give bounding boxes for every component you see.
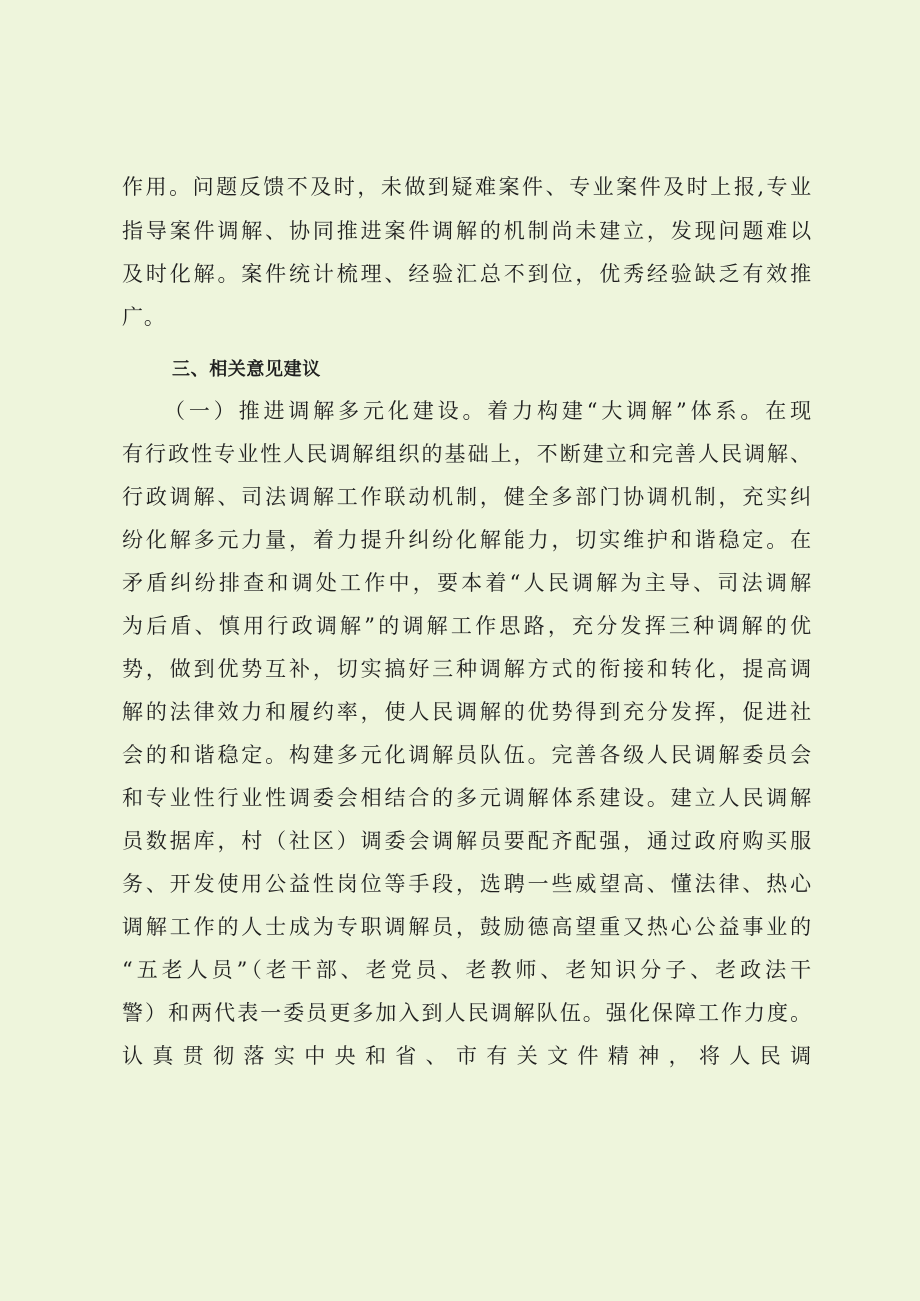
paragraph-line: 会的和谐稳定。构建多元化调解员队伍。完善各级人民调解委员会 (122, 743, 812, 767)
paragraph-line: 为后盾、慎用行政调解”的调解工作思路，充分发挥三种调解的优 (122, 614, 812, 638)
paragraph-line: 势，做到优势互补，切实搞好三种调解方式的衔接和转化，提高调 (122, 657, 812, 681)
paragraph-line: 务、开发使用公益性岗位等手段，选聘一些威望高、懂法律、热心 (122, 872, 812, 896)
paragraph-line: 调解工作的人士成为专职调解员，鼓励德高望重又热心公益事业的 (122, 915, 812, 939)
paragraph-line: 认真贯彻落实中央和省、市有关文件精神，将人民调 (122, 1044, 812, 1068)
paragraph-line: “五老人员”（老干部、老党员、老教师、老知识分子、老政法干 (122, 958, 812, 982)
paragraph-line: 和专业性行业性调委会相结合的多元调解体系建设。建立人民调解 (122, 786, 812, 810)
section-heading: 三、相关意见建议 (172, 359, 321, 380)
paragraph-line: 矛盾纠纷排查和调处工作中，要本着“人民调解为主导、司法调解 (122, 571, 812, 595)
paragraph-line: 广。 (122, 305, 166, 329)
paragraph-line: 行政调解、司法调解工作联动机制，健全多部门协调机制，充实纠 (122, 485, 812, 509)
paragraph-line: 解的法律效力和履约率，使人民调解的优势得到充分发挥，促进社 (122, 700, 812, 724)
paragraph-line: 有行政性专业性人民调解组织的基础上，不断建立和完善人民调解、 (122, 442, 812, 466)
paragraph-line: （一）推进调解多元化建设。着力构建“大调解”体系。在现 (164, 399, 812, 423)
paragraph-line: 纷化解多元力量，着力提升纠纷化解能力，切实维护和谐稳定。在 (122, 528, 812, 552)
paragraph-line: 及时化解。案件统计梳理、经验汇总不到位，优秀经验缺乏有效推 (122, 262, 812, 286)
paragraph-line: 指导案件调解、协同推进案件调解的机制尚未建立，发现问题难以 (122, 219, 812, 243)
paragraph-line: 作用。问题反馈不及时，未做到疑难案件、专业案件及时上报,专业 (122, 175, 812, 199)
paragraph-line: 员数据库，村（社区）调委会调解员要配齐配强，通过政府购买服 (122, 829, 812, 853)
paragraph-line: 警）和两代表一委员更多加入到人民调解队伍。强化保障工作力度。 (122, 1001, 812, 1025)
